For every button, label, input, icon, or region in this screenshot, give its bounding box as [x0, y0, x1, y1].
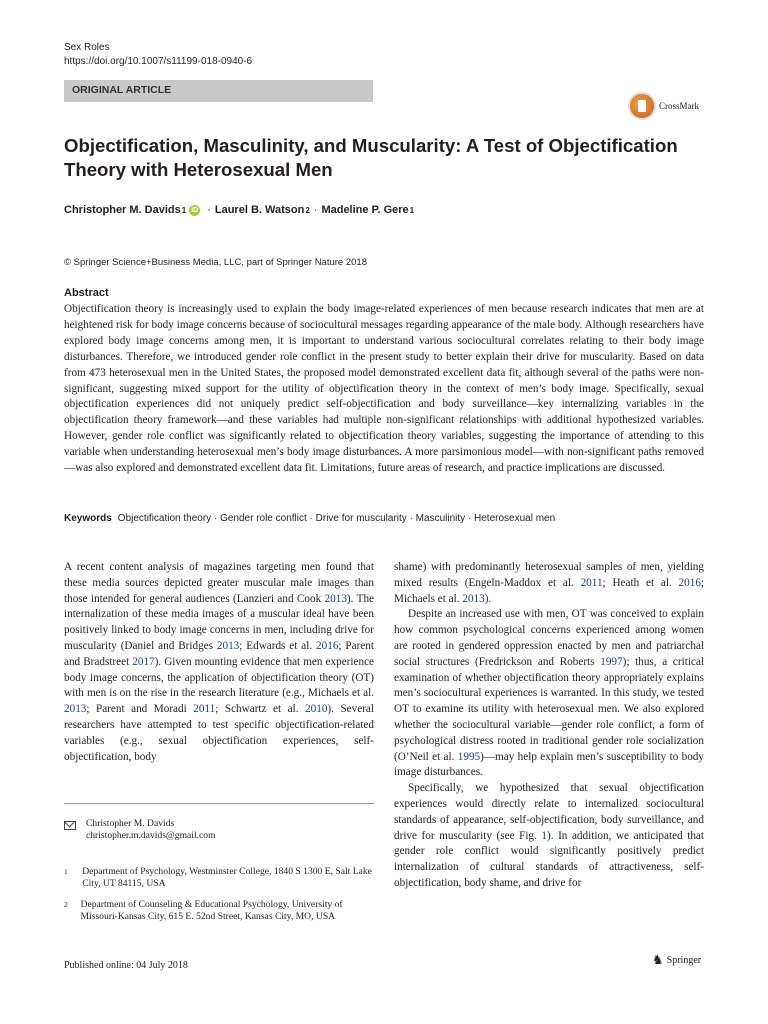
author-name[interactable]: Christopher M. Davids: [64, 204, 181, 216]
contact-footnote: [64, 818, 216, 842]
author-affiliation: 1: [409, 205, 415, 215]
affiliation-text: Department of Counseling & Educational Psychology, University of Missouri-Kansas City, 615 E. 52nd Street, Kansas City, MO, USA: [80, 899, 343, 922]
affiliation-number: 2: [64, 900, 68, 909]
keywords-label: Keywords: [64, 513, 112, 524]
citation-link[interactable]: 1995: [457, 750, 481, 763]
body-column-left: [64, 560, 374, 765]
publisher-name: Springer: [666, 954, 702, 966]
crossmark-badge[interactable]: [628, 92, 699, 120]
citation-link[interactable]: 2013: [64, 703, 87, 716]
author-affiliation: 1: [181, 205, 187, 215]
article-title: Objectification, Masculinity, and Muscularity: A Test of Objectification Theory with Heterosexual Men: [64, 135, 678, 180]
author-list: Christopher M. Davids 1 iD · Laurel B. Watson 2 · Madeline P. Gere 1: [64, 204, 415, 216]
citation-link[interactable]: 2011: [580, 576, 603, 589]
affiliation-footnote: [64, 866, 374, 890]
body-paragraph: Specifically, we hypothesized that sexual objectification experiences would directly relate to internalized sociocultural standards of appearance, self-objectification, body surveillance, and drive for muscularity (see Fig. 1). In addition, we anticipated that gender role conflict would significantly positively predict internalization of cultural standards of attractiveness, self-objectification, body shame, and drive for: [394, 782, 704, 889]
figure-link[interactable]: 1: [541, 829, 547, 842]
citation-link[interactable]: 2010: [305, 703, 328, 716]
affiliation-text: Department of Psychology, Westminster College, 1840 S 1300 E, Salt Lake City, UT 84115, USA: [82, 866, 372, 889]
footnote-divider: [64, 803, 374, 804]
journal-name: Sex Roles: [64, 42, 110, 53]
copyright-notice: © Springer Science+Business Media, LLC, part of Springer Nature 2018: [64, 257, 367, 268]
citation-link[interactable]: 2016: [316, 639, 339, 652]
affiliation-number: 1: [64, 867, 68, 876]
citation-link[interactable]: 2013: [462, 592, 485, 605]
abstract-text: Objectification theory is increasingly used to explain the body image-related experiences of men because research indicates that men are at heightened risk for body image concerns because of sociocultural messages regarding appearance of the male body. Although researchers have explored body image concerns among men, it is important to understand various sociocultural correlates relating to their body image disturbances. Therefore, we introduced gender role conflict in the present study to better explain their drive for muscularity. Based on data from 473 heterosexual men in the United States, the proposed model demonstrated excellent data fit, although several of the paths were non-significant, suggesting mixed support for the utility of objectification theory in the context of men’s body image. Specifically, sexual objectification experiences did not uniquely predict self-objectification and body surveillance—key internalizing variables in the objectification theory framework—and these variables had multiple non-significant relationships with additional hypothesized variables. However, gender role conflict was significantly related to objectification theory variables, suggesting the importance of attending to this variable when understanding heterosexual men’s body image disturbances. A more parsimonious model—with non-significant paths removed—was also explored and demonstrated excellent data fit. Limitations, future areas of research, and practice implications are discussed.: [64, 303, 704, 475]
springer-horse-icon: ♞: [652, 952, 664, 967]
publisher-logo: [652, 952, 701, 968]
crossmark-label: CrossMark: [659, 101, 699, 111]
author-name[interactable]: Madeline P. Gere: [321, 204, 409, 216]
citation-link[interactable]: 2017: [132, 655, 155, 668]
doi-link[interactable]: https://doi.org/10.1007/s11199-018-0940-6: [64, 56, 253, 67]
body-column-right: [394, 560, 704, 892]
citation-link[interactable]: 1997: [600, 655, 623, 668]
keywords-list: Objectification theory · Gender role conflict · Drive for muscularity · Masculinity · Heterosexual men: [117, 513, 556, 524]
affiliation-footnote: [64, 899, 374, 923]
citation-link[interactable]: 2016: [678, 576, 701, 589]
author-affiliation: 2: [305, 205, 310, 215]
contact-name: Christopher M. Davids: [86, 818, 175, 829]
publication-date: Published online: 04 July 2018: [64, 960, 188, 971]
body-paragraph: Despite an increased use with men, OT was conceived to explain how common psychological concerns experienced among women are rooted in gendered oppression enacted by men and patriarchal social structures (Fredrickson and Roberts 1997); thus, a critical examination of whether objectification theory appropriately explains men’s sociocultural experiences is warranted. In this study, we tested OT to examine its utility with heterosexual men. We also explored whether the sociocultural variable—gender role conflict, a form of psychological distress rooted in traditional gender role socialization (O’Neil et al. 1995)—may help explain men’s susceptibility to body image disturbances.: [394, 608, 704, 779]
section-label: ORIGINAL ARTICLE: [72, 84, 172, 96]
keywords-line: [64, 513, 704, 524]
citation-link[interactable]: 2011: [193, 703, 216, 716]
body-paragraph: shame) with predominantly heterosexual samples of men, yielding mixed results (Engeln-Maddox et al. 2011; Heath et al. 2016; Michaels et al. 2013).: [394, 561, 705, 605]
contact-email[interactable]: christopher.m.davids@gmail.com: [86, 830, 216, 841]
citation-link[interactable]: 2013: [324, 592, 347, 605]
orcid-icon[interactable]: iD: [191, 206, 199, 214]
mail-icon: [64, 821, 76, 830]
abstract-heading: Abstract: [64, 287, 109, 299]
citation-link[interactable]: 2013: [216, 639, 240, 652]
author-name[interactable]: Laurel B. Watson: [214, 204, 305, 216]
body-paragraph: A recent content analysis of magazines targeting men found that these media sources depicted greater muscular male images than those intended for general audiences (Lanzieri and Cook 2013). The internalization of these media images of a muscular ideal have been positively linked to body image concerns in men, including drive for muscularity (Daniel and Bridges 2013; Edwards et al. 2016; Parent and Bradstreet 2017). Given mounting evidence that men experience body image concerns, the application of objectification theory (OT) with men is on the rise in the research literature (e.g., Michaels et al. 2013; Parent and Moradi 2011; Schwartz et al. 2010). Several researchers have attempted to test specific objectification-related variables (e.g., sexual objectification experiences, self-objectification, body: [64, 561, 375, 763]
journal-header: [64, 41, 252, 69]
crossmark-icon: [628, 92, 656, 120]
